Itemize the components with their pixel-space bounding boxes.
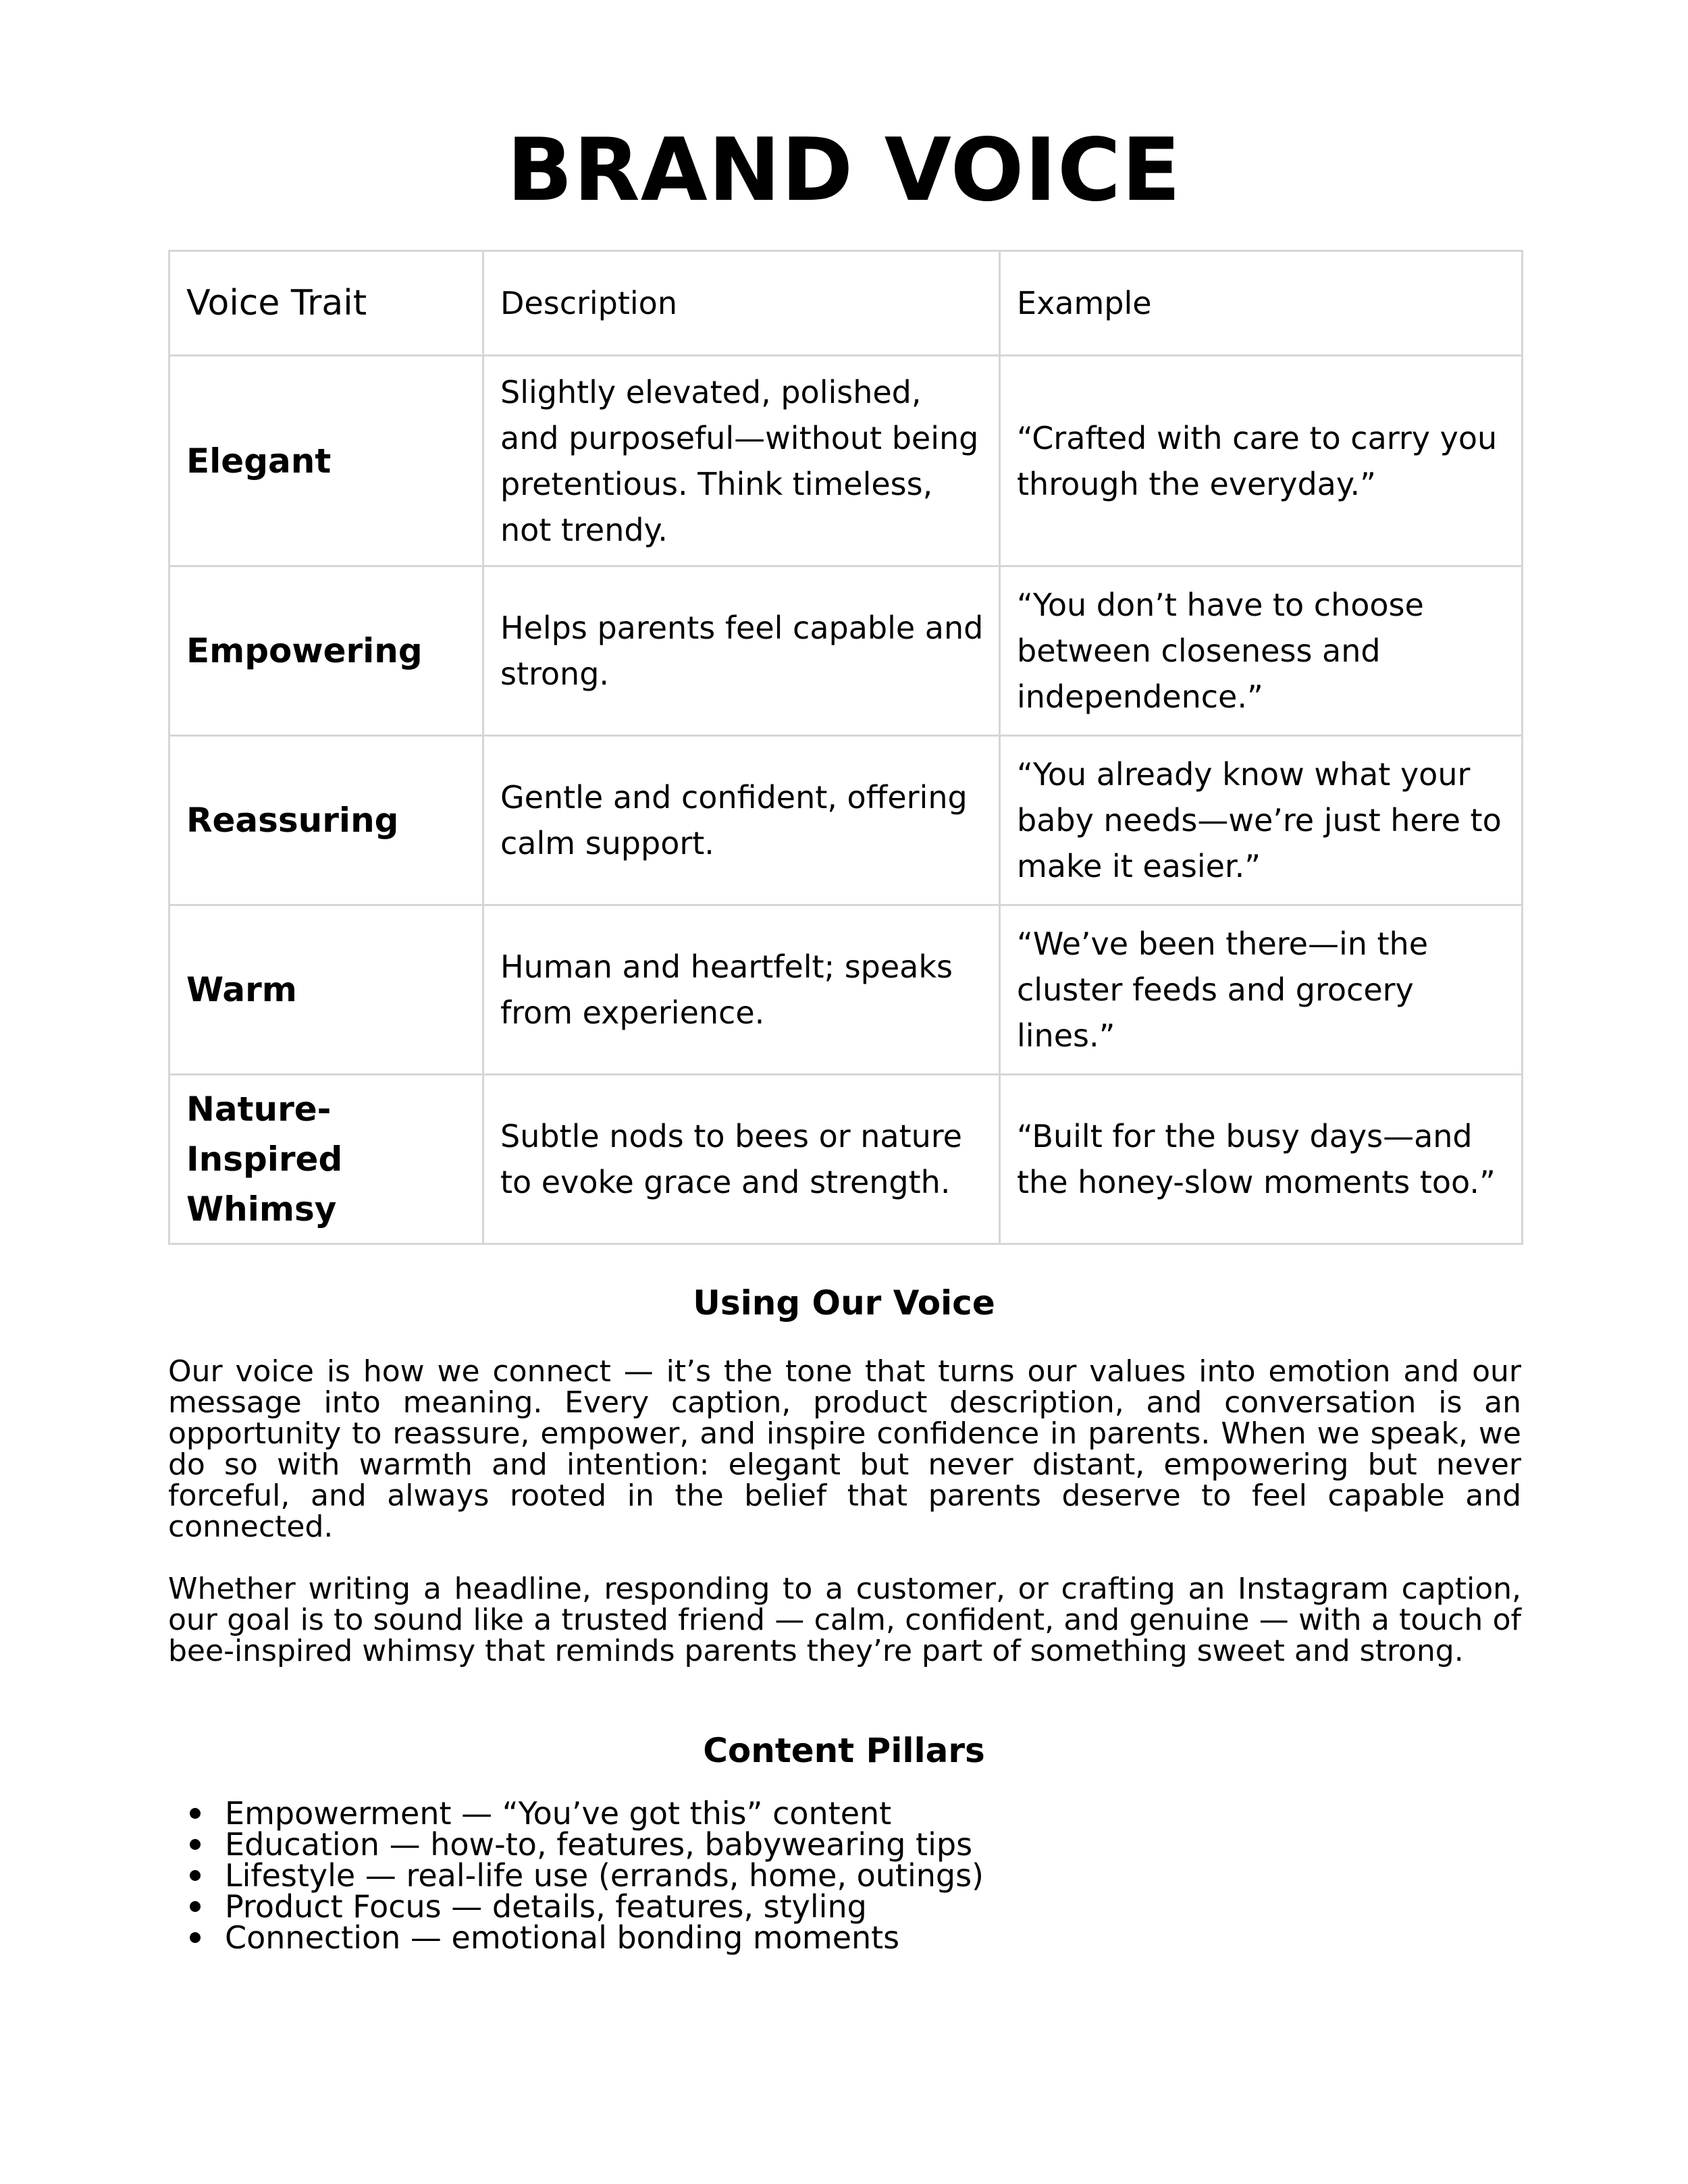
content-pillars-list (168, 1795, 1521, 1956)
table-row (169, 905, 1523, 1075)
voice-paragraph: Whether writing a headline, responding to a customer, or crafting an Instagram caption, our goal is to sound like a trusted friend — calm, confident, and genuine — with a touch of bee-inspired whimsy that reminds parents they’re part of something sweet and strong. (168, 1572, 1521, 1668)
bullet-icon (190, 1808, 201, 1819)
bullet-icon (190, 1901, 201, 1912)
table-row (169, 736, 1523, 905)
pillar-text: Education — how-to, features, babywearing tips (225, 1826, 973, 1863)
bullet-icon (190, 1870, 201, 1881)
example-cell: “Built for the busy days—and the honey-slow moments too.” (1000, 1075, 1523, 1244)
table-row (169, 356, 1523, 566)
table-header-row (169, 251, 1523, 356)
bullet-icon (190, 1839, 201, 1850)
pillar-text: Lifestyle — real-life use (errands, home, outings) (225, 1857, 984, 1894)
pillar-text: Connection — emotional bonding moments (225, 1919, 900, 1956)
column-header-voice-trait: Voice Trait (169, 251, 483, 356)
table-row (169, 566, 1523, 736)
list-item (168, 1826, 1521, 1863)
example-cell: “You don’t have to choose between closeness and independence.” (1000, 566, 1523, 736)
list-item (168, 1919, 1521, 1956)
list-item (168, 1888, 1521, 1925)
using-our-voice-heading: Using Our Voice (693, 1283, 995, 1323)
pillar-text: Product Focus — details, features, styling (225, 1888, 867, 1925)
example-cell: “You already know what your baby needs—we’re just here to make it easier.” (1000, 736, 1523, 905)
voice-paragraph: Our voice is how we connect — it’s the tone that turns our values into emotion and our message into meaning. Every caption, product description, and conversation is an opportunity to reassure, empower, and inspire confidence in parents. When we speak, we do so with warmth and intention: elegant but never distant, empowering but never forceful, and always rooted in the belief that parents deserve to feel capable and connected. (168, 1354, 1521, 1544)
bullet-icon (190, 1932, 201, 1943)
voice-trait-cell: Empowering (169, 566, 483, 736)
voice-trait-cell: Elegant (169, 356, 483, 566)
description-cell: Helps parents feel capable and strong. (483, 566, 1000, 736)
pillar-text: Empowerment — “You’ve got this” content (225, 1795, 892, 1832)
list-item (168, 1795, 1521, 1832)
example-cell: “We’ve been there—in the cluster feeds and grocery lines.” (1000, 905, 1523, 1075)
description-cell: Human and heartfelt; speaks from experience. (483, 905, 1000, 1075)
column-header-description: Description (483, 251, 1000, 356)
description-cell: Gentle and confident, offering calm support. (483, 736, 1000, 905)
example-cell: “Crafted with care to carry you through the everyday.” (1000, 356, 1523, 566)
content-pillars-heading: Content Pillars (703, 1731, 985, 1770)
description-cell: Slightly elevated, polished, and purposeful—without being pretentious. Think timeless, not trendy. (483, 356, 1000, 566)
table-row (169, 1075, 1523, 1244)
brand-voice-table (168, 250, 1523, 1245)
voice-trait-cell: Warm (169, 905, 483, 1075)
description-cell: Subtle nods to bees or nature to evoke grace and strength. (483, 1075, 1000, 1244)
column-header-example: Example (1000, 251, 1523, 356)
list-item (168, 1857, 1521, 1894)
voice-trait-cell: Reassuring (169, 736, 483, 905)
voice-trait-cell: Nature-Inspired Whimsy (169, 1075, 483, 1244)
page-title: BRAND VOICE (506, 120, 1182, 221)
